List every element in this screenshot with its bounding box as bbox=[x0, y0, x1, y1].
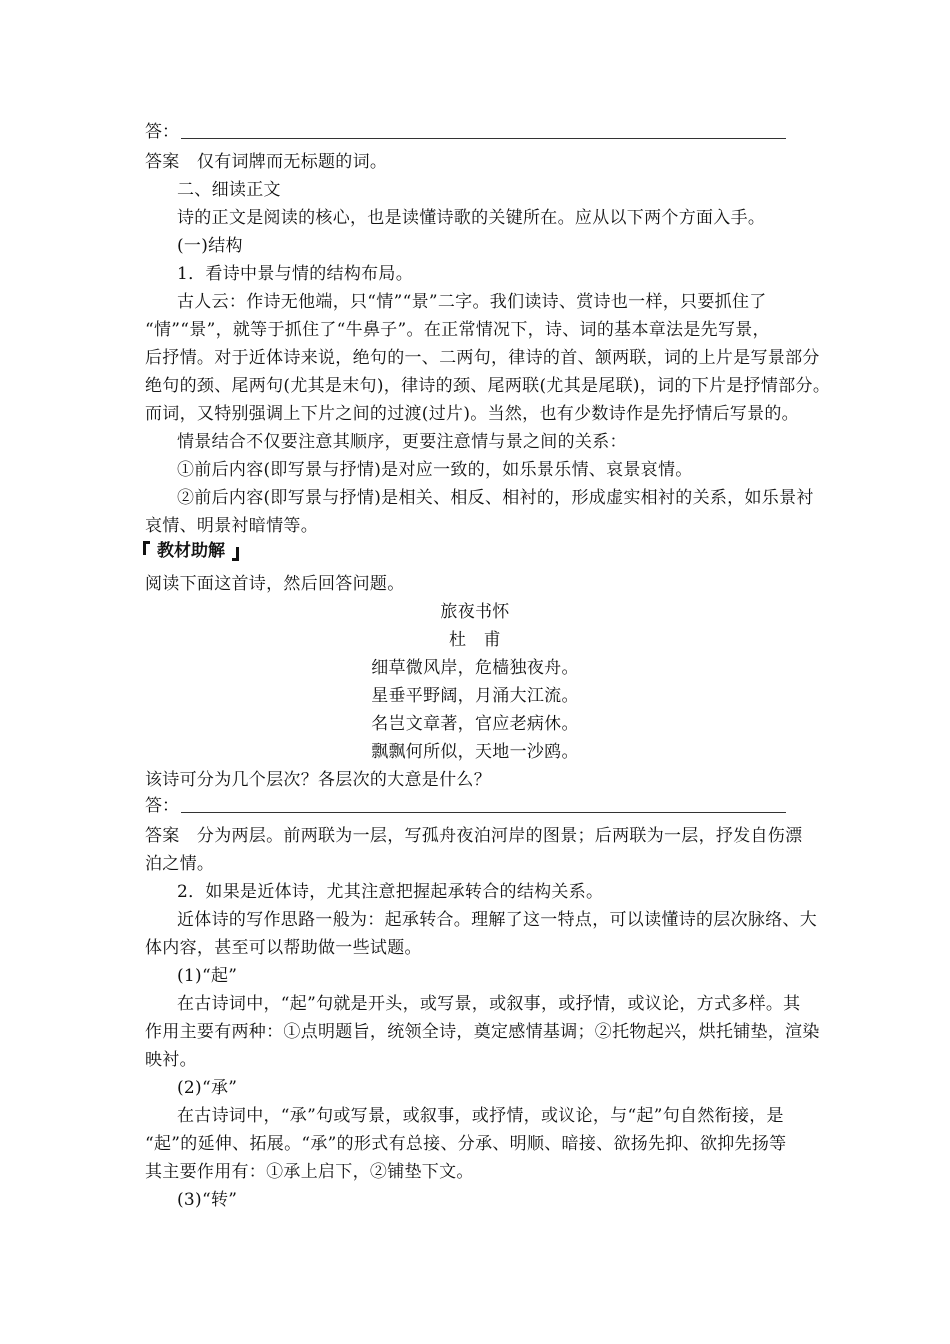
list-item: ①前后内容(即写景与抒情)是对应一致的，如乐景乐情、哀景哀情。 bbox=[177, 460, 693, 480]
cheng-heading: (2)“承” bbox=[177, 1078, 238, 1098]
paragraph-line: 体内容，甚至可以帮助做一些试题。 bbox=[145, 938, 422, 958]
qi-heading: (1)“起” bbox=[177, 966, 238, 986]
poem-author: 杜 甫 bbox=[449, 630, 501, 650]
section-heading: 二、细读正文 bbox=[177, 180, 281, 200]
answer-text: 答案 仅有词牌而无标题的词。 bbox=[145, 152, 388, 172]
right-bracket-icon bbox=[231, 541, 239, 561]
subsection-heading: (一)结构 bbox=[177, 236, 243, 256]
paragraph-line: “情”“景”，就等于抓住了“牛鼻子”。在正常情况下，诗、词的基本章法是先写景， bbox=[145, 320, 770, 340]
paragraph-line: 后抒情。对于近体诗来说，绝句的一、二两句，律诗的首、颔两联，词的上片是写景部分 bbox=[145, 348, 820, 368]
poem-title: 旅夜书怀 bbox=[440, 602, 510, 622]
paragraph-line: 而词，又特别强调上下片之间的过渡(过片)。当然，也有少数诗作是先抒情后写景的。 bbox=[145, 404, 799, 424]
paragraph-line: 绝句的颈、尾两句(尤其是末句)，律诗的颈、尾两联(尤其是尾联)，词的下片是抒情部分。 bbox=[145, 376, 831, 396]
list-item-continued: 哀情、明景衬暗情等。 bbox=[145, 516, 318, 536]
paragraph-line: 古人云：作诗无他端，只“情”“景”二字。我们读诗、赏诗也一样，只要抓住了 bbox=[177, 292, 767, 312]
point-heading: 2．如果是近体诗，尤其注意把握起承转合的结构关系。 bbox=[177, 882, 604, 902]
paragraph-line: 在古诗词中，“起”句就是开头，或写景，或叙事，或抒情，或议论，方式多样。其 bbox=[177, 994, 801, 1014]
paragraph-line: 映衬。 bbox=[145, 1050, 197, 1070]
paragraph-line: 在古诗词中，“承”句或写景，或叙事，或抒情，或议论，与“起”句自然衔接，是 bbox=[177, 1106, 784, 1126]
answer-text-continued: 泊之情。 bbox=[145, 854, 215, 874]
poem-line: 星垂平野阔，月涌大江流。 bbox=[371, 686, 579, 706]
poem-line: 名岂文章著，官应老病休。 bbox=[371, 714, 579, 734]
answer-row-2 bbox=[145, 796, 786, 816]
textbook-help-header bbox=[143, 540, 239, 562]
answer-blank-line[interactable] bbox=[181, 812, 786, 813]
left-bracket-icon bbox=[143, 541, 151, 561]
answer-text: 答案 分为两层。前两联为一层，写孤舟夜泊河岸的图景；后两联为一层，抒发自伤漂 bbox=[145, 826, 803, 846]
poem-line: 细草微风岸，危樯独夜舟。 bbox=[371, 658, 579, 678]
paragraph-line: 情景结合不仅要注意其顺序，更要注意情与景之间的关系： bbox=[177, 432, 627, 452]
paragraph-line: 近体诗的写作思路一般为：起承转合。理解了这一特点，可以读懂诗的层次脉络、大 bbox=[177, 910, 818, 930]
zhuan-heading: (3)“转” bbox=[177, 1190, 238, 1210]
answer-blank-line[interactable] bbox=[181, 138, 786, 139]
answer-row-1 bbox=[145, 122, 786, 142]
textbook-help-label: 教材助解 bbox=[157, 541, 225, 561]
question-text: 该诗可分为几个层次？各层次的大意是什么？ bbox=[145, 770, 491, 790]
paragraph-line: 作用主要有两种：①点明题旨，统领全诗，奠定感情基调；②托物起兴，烘托铺垫，渲染 bbox=[145, 1022, 820, 1042]
paragraph-line: 其主要作用有：①承上启下，②铺垫下文。 bbox=[145, 1162, 474, 1182]
answer-label: 答： bbox=[145, 796, 179, 816]
paragraph-line: “起”的延伸、拓展。“承”的形式有总接、分承、明顺、暗接、欲扬先抑、欲抑先扬等 bbox=[145, 1134, 787, 1154]
poem-line: 飘飘何所似，天地一沙鸥。 bbox=[371, 742, 579, 762]
list-item: ②前后内容(即写景与抒情)是相关、相反、相衬的，形成虚实相衬的关系，如乐景衬 bbox=[177, 488, 814, 508]
point-heading: 1．看诗中景与情的结构布局。 bbox=[177, 264, 414, 284]
section-intro: 诗的正文是阅读的核心，也是读懂诗歌的关键所在。应从以下两个方面入手。 bbox=[177, 208, 766, 228]
answer-label: 答： bbox=[145, 122, 179, 142]
reading-prompt: 阅读下面这首诗，然后回答问题。 bbox=[145, 574, 405, 594]
